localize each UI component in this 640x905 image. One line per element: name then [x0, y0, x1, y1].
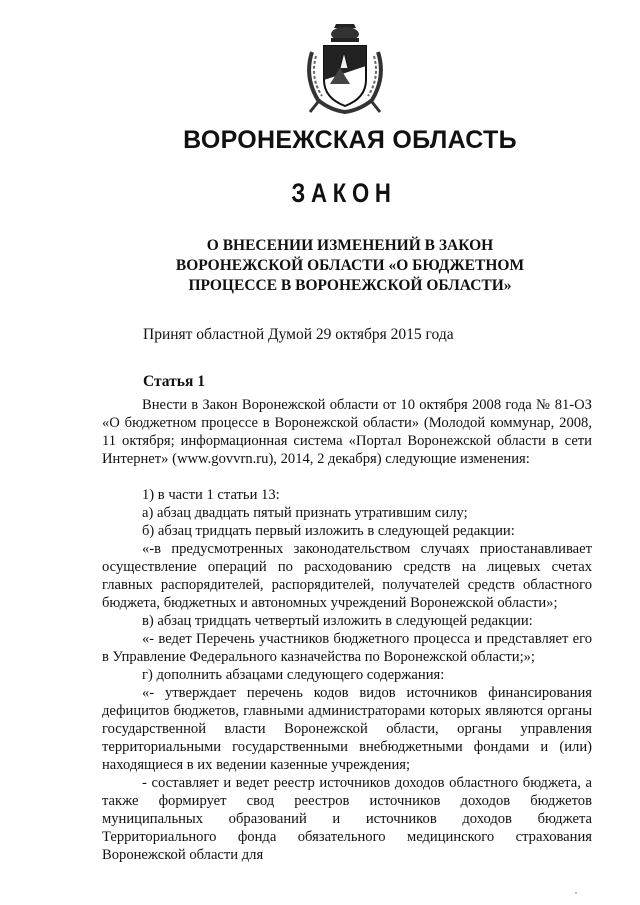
- paragraph: «-в предусмотренных законодательством случаях приостанавливает осуществление операций по расходованию средств на лицевых счетах главных распорядителей, распорядителей, получателей средств областного бюджета, бюджетных и автономных учреждений Воронежской области»;: [102, 541, 592, 611]
- region-name: ВОРОНЕЖСКАЯ ОБЛАСТЬ: [183, 126, 517, 154]
- scan-speck: [575, 892, 577, 894]
- paragraph: «- утверждает перечень кодов видов источников финансирования дефицитов бюджетов, главными администраторами которых являются органы государственной власти Воронежской области, органы управления территориальными государственными внебюджетными фондами и (или) находящиеся в их ведении казенные учреждения;: [102, 685, 592, 773]
- law-title-line: ПРОЦЕССЕ В ВОРОНЕЖСКОЙ ОБЛАСТИ»: [188, 277, 512, 294]
- paragraph: в) абзац тридцать четвертый изложить в следующей редакции:: [142, 613, 533, 629]
- paragraph: «- ведет Перечень участников бюджетного процесса и представляет его в Управление Федерального казначейства по Воронежской области;»;: [102, 631, 592, 665]
- law-title: [150, 236, 550, 296]
- voronezh-coat-of-arms-icon: [300, 22, 390, 114]
- law-title-line: О ВНЕСЕНИИ ИЗМЕНЕНИЙ В ЗАКОН: [206, 237, 494, 254]
- paragraph: г) дополнить абзацами следующего содержания:: [142, 667, 445, 683]
- paragraph: а) абзац двадцать пятый признать утратившим силу;: [142, 505, 468, 521]
- paragraph: - составляет и ведет реестр источников доходов областного бюджета, а также формирует свод реестров источников доходов бюджетов муниципальных образований и источников доходов бюджета Территориального фонда обязательного медицинского страхования Воронежской области для: [102, 775, 592, 863]
- law-title-line: ВОРОНЕЖСКОЙ ОБЛАСТИ «О БЮДЖЕТНОМ: [175, 257, 525, 274]
- adoption-date: Принят областной Думой 29 октября 2015 года: [143, 326, 454, 343]
- article-heading: Статья 1: [143, 373, 205, 390]
- paragraph: б) абзац тридцать первый изложить в следующей редакции:: [142, 523, 515, 539]
- paragraph: Внести в Закон Воронежской области от 10 октября 2008 года № 81-ОЗ «О бюджетном процессе в Воронежской области» (Молодой коммунар, 2008, 11 октября; информационная система «Портал Воронежской области в сети Интернет» (www.govvrn.ru), 2014, 2 декабря) следующие изменения:: [102, 397, 592, 467]
- paragraph: 1) в части 1 статьи 13:: [142, 487, 280, 503]
- article-body: [102, 396, 592, 864]
- document-type: ЗАКОН: [291, 178, 397, 208]
